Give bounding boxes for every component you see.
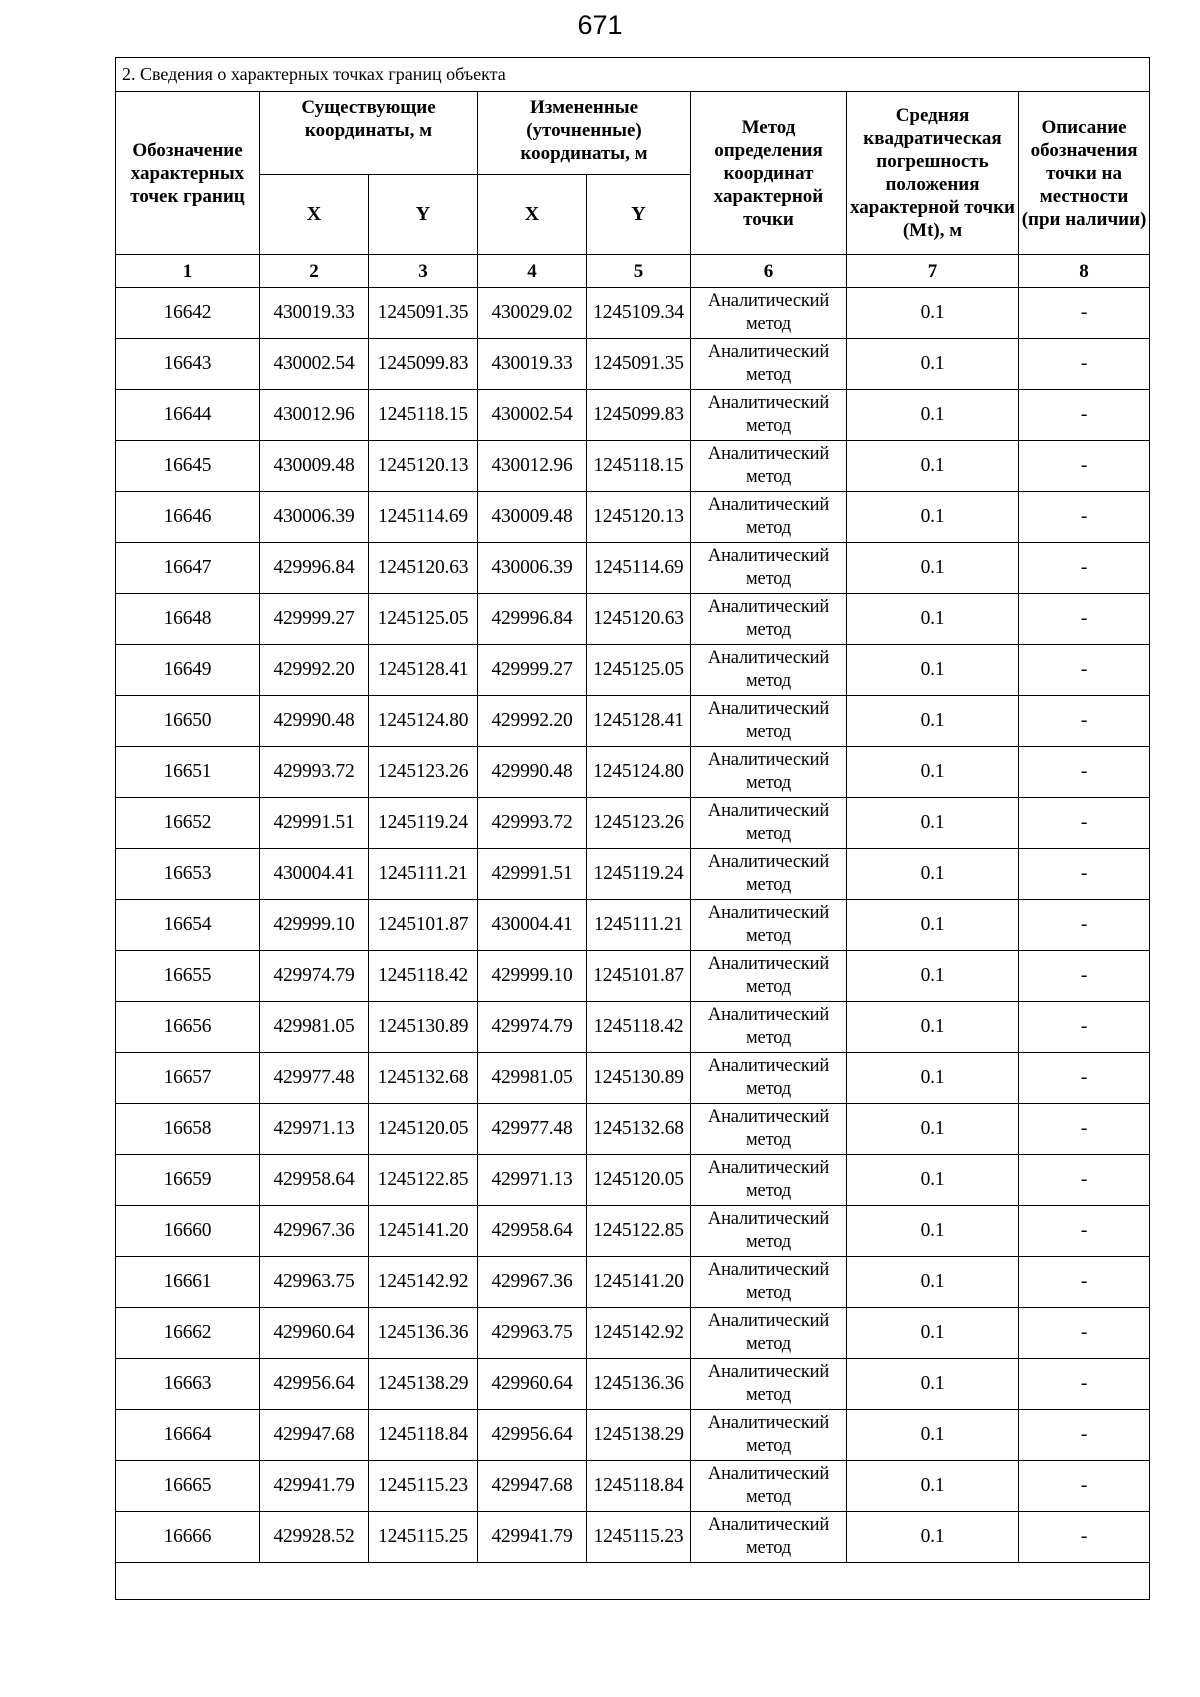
column-number: 4	[478, 255, 587, 288]
method: Аналитический метод	[691, 543, 847, 594]
point-description: -	[1019, 1359, 1150, 1410]
existing-y: 1245119.24	[369, 798, 478, 849]
point-id: 16652	[116, 798, 260, 849]
table-row	[116, 1512, 1150, 1563]
mean-error: 0.1	[847, 1359, 1019, 1410]
empty-row	[116, 1563, 1150, 1600]
method: Аналитический метод	[691, 900, 847, 951]
mean-error: 0.1	[847, 594, 1019, 645]
table-row	[116, 1257, 1150, 1308]
changed-y: 1245142.92	[587, 1308, 691, 1359]
point-description: -	[1019, 594, 1150, 645]
table-row	[116, 951, 1150, 1002]
changed-y: 1245130.89	[587, 1053, 691, 1104]
point-id: 16664	[116, 1410, 260, 1461]
point-description: -	[1019, 1104, 1150, 1155]
method: Аналитический метод	[691, 492, 847, 543]
mean-error: 0.1	[847, 1410, 1019, 1461]
existing-x: 429996.84	[260, 543, 369, 594]
existing-x: 430002.54	[260, 339, 369, 390]
changed-x: 430009.48	[478, 492, 587, 543]
table-row	[116, 441, 1150, 492]
table-row	[116, 1410, 1150, 1461]
changed-y: 1245118.84	[587, 1461, 691, 1512]
changed-y: 1245120.13	[587, 492, 691, 543]
point-id: 16657	[116, 1053, 260, 1104]
existing-x: 429960.64	[260, 1308, 369, 1359]
changed-x: 429996.84	[478, 594, 587, 645]
column-number: 8	[1019, 255, 1150, 288]
existing-x: 429974.79	[260, 951, 369, 1002]
point-description: -	[1019, 288, 1150, 339]
point-description: -	[1019, 492, 1150, 543]
header-changed-x: X	[478, 175, 587, 255]
changed-x: 429974.79	[478, 1002, 587, 1053]
method: Аналитический метод	[691, 1053, 847, 1104]
existing-y: 1245120.13	[369, 441, 478, 492]
method: Аналитический метод	[691, 1257, 847, 1308]
existing-y: 1245141.20	[369, 1206, 478, 1257]
header-existing-coords: Существующие координаты, м	[260, 92, 478, 175]
changed-y: 1245120.05	[587, 1155, 691, 1206]
header-method: Метод определения координат характерной точки	[691, 92, 847, 255]
point-description: -	[1019, 1206, 1150, 1257]
changed-y: 1245109.34	[587, 288, 691, 339]
method: Аналитический метод	[691, 1104, 847, 1155]
existing-y: 1245128.41	[369, 645, 478, 696]
mean-error: 0.1	[847, 849, 1019, 900]
point-id: 16663	[116, 1359, 260, 1410]
method: Аналитический метод	[691, 1359, 847, 1410]
method: Аналитический метод	[691, 1410, 847, 1461]
existing-x: 430012.96	[260, 390, 369, 441]
table-row	[116, 747, 1150, 798]
point-id: 16661	[116, 1257, 260, 1308]
changed-y: 1245101.87	[587, 951, 691, 1002]
existing-y: 1245118.42	[369, 951, 478, 1002]
point-description: -	[1019, 645, 1150, 696]
point-description: -	[1019, 441, 1150, 492]
empty-cell	[116, 1563, 1150, 1600]
point-id: 16658	[116, 1104, 260, 1155]
point-description: -	[1019, 696, 1150, 747]
table-row	[116, 594, 1150, 645]
existing-x: 430006.39	[260, 492, 369, 543]
point-id: 16648	[116, 594, 260, 645]
table-row	[116, 798, 1150, 849]
point-id: 16644	[116, 390, 260, 441]
changed-x: 430019.33	[478, 339, 587, 390]
point-description: -	[1019, 1053, 1150, 1104]
changed-x: 430006.39	[478, 543, 587, 594]
boundary-points-table	[115, 57, 1150, 1600]
header-point-id: Обозначение характерных точек границ	[116, 92, 260, 255]
existing-y: 1245124.80	[369, 696, 478, 747]
method: Аналитический метод	[691, 1512, 847, 1563]
changed-x: 429956.64	[478, 1410, 587, 1461]
point-description: -	[1019, 543, 1150, 594]
mean-error: 0.1	[847, 747, 1019, 798]
point-description: -	[1019, 1461, 1150, 1512]
point-description: -	[1019, 339, 1150, 390]
table-row	[116, 1002, 1150, 1053]
existing-x: 429993.72	[260, 747, 369, 798]
existing-y: 1245091.35	[369, 288, 478, 339]
table-row	[116, 288, 1150, 339]
existing-y: 1245118.84	[369, 1410, 478, 1461]
changed-x: 429977.48	[478, 1104, 587, 1155]
column-number: 2	[260, 255, 369, 288]
existing-x: 429958.64	[260, 1155, 369, 1206]
existing-x: 429947.68	[260, 1410, 369, 1461]
header-error: Средняя квадратическая погрешность положения характерной точки (Mt), м	[847, 92, 1019, 255]
table-row	[116, 390, 1150, 441]
point-description: -	[1019, 1308, 1150, 1359]
existing-x: 429956.64	[260, 1359, 369, 1410]
table-row	[116, 696, 1150, 747]
changed-y: 1245138.29	[587, 1410, 691, 1461]
mean-error: 0.1	[847, 645, 1019, 696]
method: Аналитический метод	[691, 339, 847, 390]
changed-y: 1245099.83	[587, 390, 691, 441]
method: Аналитический метод	[691, 849, 847, 900]
point-description: -	[1019, 1257, 1150, 1308]
changed-x: 429999.27	[478, 645, 587, 696]
changed-x: 430004.41	[478, 900, 587, 951]
changed-y: 1245122.85	[587, 1206, 691, 1257]
mean-error: 0.1	[847, 1461, 1019, 1512]
existing-x: 429992.20	[260, 645, 369, 696]
existing-y: 1245120.05	[369, 1104, 478, 1155]
point-id: 16659	[116, 1155, 260, 1206]
header-changed-coords: Измененные (уточненные) координаты, м	[478, 92, 691, 175]
point-description: -	[1019, 1155, 1150, 1206]
method: Аналитический метод	[691, 951, 847, 1002]
mean-error: 0.1	[847, 798, 1019, 849]
method: Аналитический метод	[691, 798, 847, 849]
method: Аналитический метод	[691, 1002, 847, 1053]
mean-error: 0.1	[847, 900, 1019, 951]
table-row	[116, 1461, 1150, 1512]
method: Аналитический метод	[691, 1206, 847, 1257]
point-id: 16646	[116, 492, 260, 543]
existing-y: 1245142.92	[369, 1257, 478, 1308]
changed-x: 429941.79	[478, 1512, 587, 1563]
mean-error: 0.1	[847, 339, 1019, 390]
point-id: 16654	[116, 900, 260, 951]
column-number: 6	[691, 255, 847, 288]
point-id: 16656	[116, 1002, 260, 1053]
changed-x: 429981.05	[478, 1053, 587, 1104]
method: Аналитический метод	[691, 1461, 847, 1512]
table-row	[116, 1359, 1150, 1410]
changed-y: 1245123.26	[587, 798, 691, 849]
existing-y: 1245101.87	[369, 900, 478, 951]
existing-x: 429999.10	[260, 900, 369, 951]
point-description: -	[1019, 951, 1150, 1002]
point-id: 16642	[116, 288, 260, 339]
mean-error: 0.1	[847, 1512, 1019, 1563]
existing-y: 1245115.23	[369, 1461, 478, 1512]
changed-y: 1245091.35	[587, 339, 691, 390]
table-row	[116, 492, 1150, 543]
method: Аналитический метод	[691, 1308, 847, 1359]
header-existing-x: X	[260, 175, 369, 255]
point-id: 16655	[116, 951, 260, 1002]
existing-y: 1245114.69	[369, 492, 478, 543]
changed-x: 429967.36	[478, 1257, 587, 1308]
column-number: 3	[369, 255, 478, 288]
section-title: 2. Сведения о характерных точках границ объекта	[116, 58, 1150, 92]
point-description: -	[1019, 798, 1150, 849]
header-changed-y: Y	[587, 175, 691, 255]
existing-x: 429967.36	[260, 1206, 369, 1257]
existing-y: 1245123.26	[369, 747, 478, 798]
existing-y: 1245120.63	[369, 543, 478, 594]
point-id: 16643	[116, 339, 260, 390]
existing-x: 429963.75	[260, 1257, 369, 1308]
existing-x: 429971.13	[260, 1104, 369, 1155]
mean-error: 0.1	[847, 543, 1019, 594]
changed-y: 1245124.80	[587, 747, 691, 798]
table-row	[116, 900, 1150, 951]
table-row	[116, 1155, 1150, 1206]
point-id: 16660	[116, 1206, 260, 1257]
existing-y: 1245111.21	[369, 849, 478, 900]
point-description: -	[1019, 900, 1150, 951]
table-row	[116, 1206, 1150, 1257]
changed-y: 1245114.69	[587, 543, 691, 594]
mean-error: 0.1	[847, 492, 1019, 543]
existing-y: 1245115.25	[369, 1512, 478, 1563]
mean-error: 0.1	[847, 288, 1019, 339]
existing-x: 429941.79	[260, 1461, 369, 1512]
changed-y: 1245132.68	[587, 1104, 691, 1155]
changed-y: 1245125.05	[587, 645, 691, 696]
method: Аналитический метод	[691, 441, 847, 492]
point-description: -	[1019, 1410, 1150, 1461]
point-id: 16651	[116, 747, 260, 798]
method: Аналитический метод	[691, 1155, 847, 1206]
table-row	[116, 1308, 1150, 1359]
changed-x: 429992.20	[478, 696, 587, 747]
changed-x: 430029.02	[478, 288, 587, 339]
point-id: 16662	[116, 1308, 260, 1359]
existing-x: 429981.05	[260, 1002, 369, 1053]
mean-error: 0.1	[847, 1002, 1019, 1053]
existing-y: 1245136.36	[369, 1308, 478, 1359]
point-id: 16649	[116, 645, 260, 696]
changed-y: 1245120.63	[587, 594, 691, 645]
column-number: 7	[847, 255, 1019, 288]
changed-x: 429947.68	[478, 1461, 587, 1512]
table-row	[116, 543, 1150, 594]
column-number: 5	[587, 255, 691, 288]
changed-y: 1245141.20	[587, 1257, 691, 1308]
point-description: -	[1019, 1512, 1150, 1563]
point-description: -	[1019, 1002, 1150, 1053]
point-description: -	[1019, 390, 1150, 441]
method: Аналитический метод	[691, 747, 847, 798]
mean-error: 0.1	[847, 441, 1019, 492]
point-description: -	[1019, 747, 1150, 798]
changed-x: 429958.64	[478, 1206, 587, 1257]
point-id: 16650	[116, 696, 260, 747]
existing-x: 429991.51	[260, 798, 369, 849]
changed-x: 429990.48	[478, 747, 587, 798]
existing-y: 1245125.05	[369, 594, 478, 645]
point-id: 16666	[116, 1512, 260, 1563]
changed-y: 1245118.15	[587, 441, 691, 492]
changed-x: 429991.51	[478, 849, 587, 900]
changed-x: 429971.13	[478, 1155, 587, 1206]
point-id: 16665	[116, 1461, 260, 1512]
mean-error: 0.1	[847, 1308, 1019, 1359]
changed-x: 429960.64	[478, 1359, 587, 1410]
method: Аналитический метод	[691, 288, 847, 339]
existing-x: 429999.27	[260, 594, 369, 645]
point-description: -	[1019, 849, 1150, 900]
existing-x: 430019.33	[260, 288, 369, 339]
table-row	[116, 1053, 1150, 1104]
method: Аналитический метод	[691, 645, 847, 696]
column-number: 1	[116, 255, 260, 288]
mean-error: 0.1	[847, 1257, 1019, 1308]
existing-x: 430004.41	[260, 849, 369, 900]
changed-y: 1245115.23	[587, 1512, 691, 1563]
mean-error: 0.1	[847, 696, 1019, 747]
method: Аналитический метод	[691, 696, 847, 747]
changed-y: 1245128.41	[587, 696, 691, 747]
header-description: Описание обозначения точки на местности (при наличии)	[1019, 92, 1150, 255]
header-existing-y: Y	[369, 175, 478, 255]
mean-error: 0.1	[847, 1206, 1019, 1257]
existing-y: 1245122.85	[369, 1155, 478, 1206]
existing-x: 429990.48	[260, 696, 369, 747]
table-row	[116, 339, 1150, 390]
changed-y: 1245111.21	[587, 900, 691, 951]
method: Аналитический метод	[691, 390, 847, 441]
changed-x: 430002.54	[478, 390, 587, 441]
changed-y: 1245118.42	[587, 1002, 691, 1053]
page-number: 671	[577, 10, 623, 40]
table-row	[116, 645, 1150, 696]
mean-error: 0.1	[847, 951, 1019, 1002]
existing-x: 430009.48	[260, 441, 369, 492]
point-id: 16647	[116, 543, 260, 594]
changed-x: 429999.10	[478, 951, 587, 1002]
mean-error: 0.1	[847, 390, 1019, 441]
point-id: 16645	[116, 441, 260, 492]
method: Аналитический метод	[691, 594, 847, 645]
changed-x: 430012.96	[478, 441, 587, 492]
existing-y: 1245132.68	[369, 1053, 478, 1104]
existing-y: 1245130.89	[369, 1002, 478, 1053]
changed-y: 1245136.36	[587, 1359, 691, 1410]
mean-error: 0.1	[847, 1104, 1019, 1155]
point-id: 16653	[116, 849, 260, 900]
existing-y: 1245099.83	[369, 339, 478, 390]
existing-y: 1245118.15	[369, 390, 478, 441]
existing-x: 429928.52	[260, 1512, 369, 1563]
mean-error: 0.1	[847, 1155, 1019, 1206]
changed-x: 429993.72	[478, 798, 587, 849]
table-row	[116, 849, 1150, 900]
existing-x: 429977.48	[260, 1053, 369, 1104]
changed-x: 429963.75	[478, 1308, 587, 1359]
mean-error: 0.1	[847, 1053, 1019, 1104]
changed-y: 1245119.24	[587, 849, 691, 900]
existing-y: 1245138.29	[369, 1359, 478, 1410]
table-row	[116, 1104, 1150, 1155]
